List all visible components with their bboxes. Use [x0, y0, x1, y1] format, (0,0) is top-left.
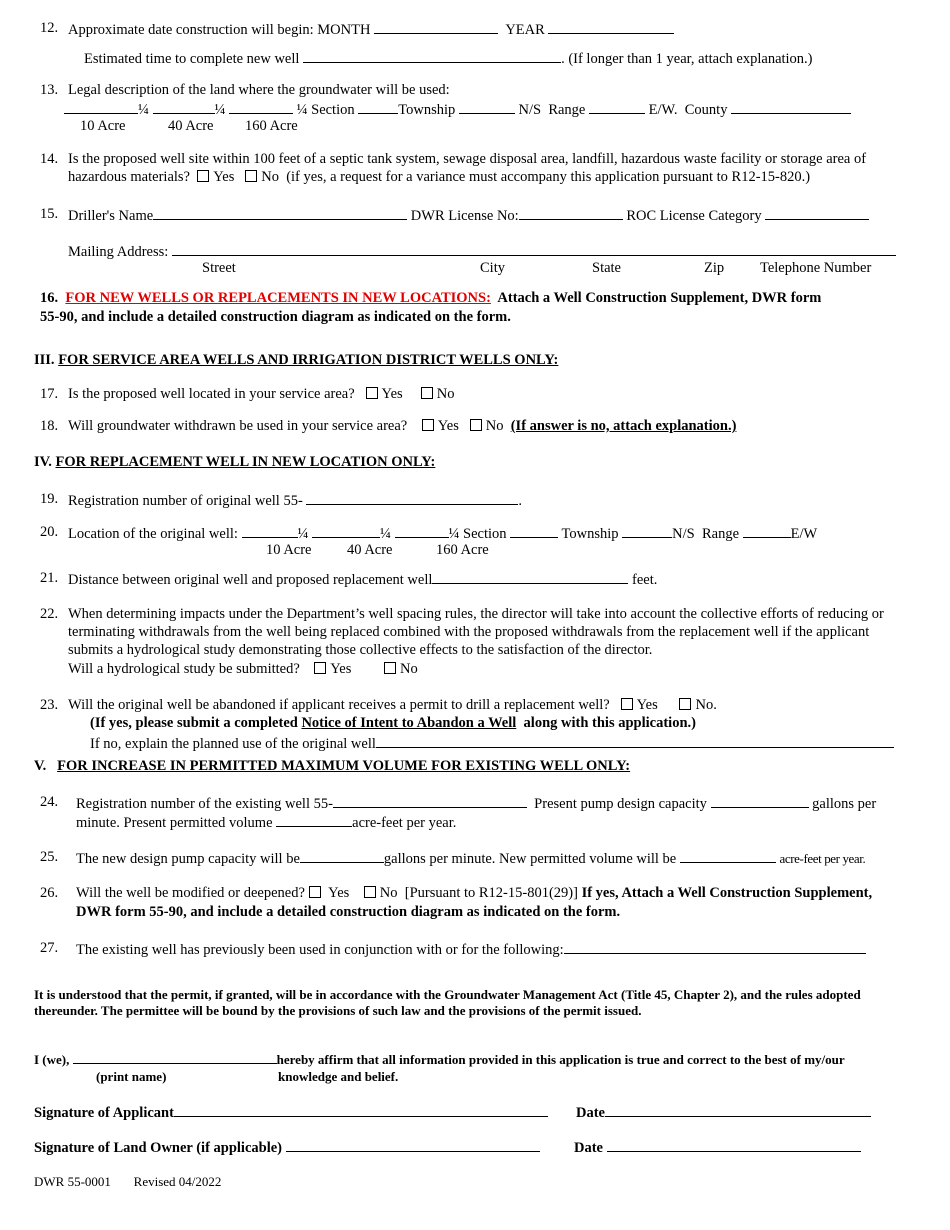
q27-line	[76, 940, 866, 959]
q14-question: hazardous materials?	[68, 169, 190, 185]
q15-driller-label: Driller's Name	[68, 208, 154, 224]
q23-no-checkbox[interactable]	[679, 698, 691, 710]
q26-rule-reference: [Pursuant to R12-15-801(29)]	[404, 885, 578, 901]
q25-capacity-field[interactable]	[300, 849, 384, 863]
q12-line1	[68, 20, 674, 39]
section-v-title: FOR INCREASE IN PERMITTED MAXIMUM VOLUME FOR EXISTING WELL ONLY:	[57, 758, 631, 774]
q13-quarter-symbol: ¼	[296, 102, 308, 118]
section-iv-title: FOR REPLACEMENT WELL IN NEW LOCATION ONLY:	[55, 454, 436, 470]
q13-quarter-symbol: ¼	[138, 102, 149, 118]
section-iii-header	[34, 352, 558, 369]
q14-no-label: No	[261, 169, 279, 185]
sig-applicant-label: Signature of Applicant	[34, 1105, 174, 1121]
q18-yes-label: Yes	[437, 418, 459, 434]
q22-line3: submits a hydrological study demonstrating those collective effects to the satisfaction of the director.	[68, 642, 653, 658]
q13-acre10-label: 10 Acre	[80, 118, 126, 134]
q12-estimate-note: . (If longer than 1 year, attach explanation.)	[561, 51, 813, 67]
q13-quarter10-field[interactable]	[64, 100, 138, 114]
q15-state-label: State	[592, 260, 621, 276]
q12-estimate-label: Estimated time to complete new well	[84, 51, 300, 67]
q22-yes-label: Yes	[330, 661, 352, 677]
q20-question: Location of the original well:	[68, 526, 238, 542]
q26-instruction: If yes, Attach a Well Construction Supplement,	[581, 885, 873, 901]
q22-line1: When determining impacts under the Department’s well spacing rules, the director will take into account the collective efforts of reducing or	[68, 606, 884, 622]
q25-volume-field[interactable]	[680, 849, 776, 863]
sig-date2-field[interactable]	[607, 1138, 861, 1152]
q13-acre40-label: 40 Acre	[168, 118, 214, 134]
q16-number: 16	[40, 290, 55, 306]
q23-line3	[90, 734, 894, 753]
q23-line1	[68, 697, 717, 714]
q23-yes-checkbox[interactable]	[621, 698, 633, 710]
q16-red-heading: FOR NEW WELLS OR REPLACEMENTS IN NEW LOCATIONS:	[65, 290, 491, 306]
q12-estimate-field[interactable]	[303, 49, 561, 63]
q14-yes-label: Yes	[213, 169, 235, 185]
q23-no-label: No.	[695, 697, 717, 713]
q15-phone-label: Telephone Number	[760, 260, 872, 276]
q20-township-field[interactable]	[622, 524, 672, 538]
q13-number: 13.	[40, 82, 59, 98]
q17-no-checkbox[interactable]	[421, 387, 433, 399]
q22-question: Will a hydrological study be submitted?	[68, 661, 300, 677]
q20-line	[68, 524, 817, 543]
q24-line2	[76, 813, 456, 832]
q18-no-checkbox[interactable]	[470, 419, 482, 431]
q14-variance-note: (if yes, a request for a variance must accompany this application pursuant to R12-15-820.)	[286, 169, 811, 185]
q15-number: 15.	[40, 206, 59, 222]
q20-number: 20.	[40, 524, 59, 540]
q23-instruction: (If yes, please submit a completed	[90, 715, 298, 731]
q24-line1	[76, 794, 876, 813]
q25-line	[76, 849, 865, 868]
q27-use-field[interactable]	[564, 940, 866, 954]
q18-yes-checkbox[interactable]	[422, 419, 434, 431]
q17-yes-checkbox[interactable]	[366, 387, 378, 399]
q24-volume-field[interactable]	[276, 813, 352, 827]
q20-acre40-label: 40 Acre	[347, 542, 393, 558]
q18-question: Will groundwater withdrawn be used in your service area?	[68, 418, 408, 434]
q21-distance-field[interactable]	[432, 570, 628, 584]
sig-date2-label: Date	[574, 1140, 603, 1156]
q21-question: Distance between original well and proposed replacement well	[68, 572, 433, 588]
q22-no-label: No	[400, 661, 418, 677]
q27-number: 27.	[40, 940, 59, 956]
q13-line1: Legal description of the land where the groundwater will be used:	[68, 82, 450, 98]
q14-line2	[68, 169, 810, 186]
q23-planned-use-label: If no, explain the planned use of the original well	[90, 736, 376, 752]
q26-number: 26.	[40, 885, 59, 901]
q14-no-checkbox[interactable]	[245, 170, 257, 182]
affirm-print-name-label: (print name)	[96, 1069, 167, 1084]
sig-owner-field[interactable]	[286, 1138, 540, 1152]
q15-street-label: Street	[202, 260, 236, 276]
footer-revised-date: Revised 04/2022	[133, 1174, 222, 1189]
q14-line1: Is the proposed well site within 100 feet of a septic tank system, sewage disposal area, landfill, hazardous waste facility or storage area of	[68, 151, 867, 167]
q18-number: 18.	[40, 418, 59, 434]
q13-county-field[interactable]	[731, 100, 851, 114]
q16-instruction: Attach a Well Construction Supplement, DWR form	[497, 290, 822, 306]
section-v-roman: V.	[34, 758, 47, 774]
q20-township-label: Township	[561, 526, 619, 542]
q18-no-label: No	[485, 418, 504, 434]
q13-line2	[64, 100, 851, 119]
section-v-header	[34, 758, 630, 775]
q26-line2: DWR form 55-90, and include a detailed construction diagram as indicated on the form.	[76, 904, 621, 920]
q15-zip-label: Zip	[704, 260, 725, 276]
q13-ns-label: N/S	[518, 102, 542, 118]
q19-registration-field[interactable]	[306, 491, 518, 505]
q15-dwr-label: DWR License No:	[410, 208, 519, 224]
q25-acrefeet-label: acre-feet per year.	[779, 851, 866, 866]
q26-question: Will the well be modified or deepened?	[76, 885, 305, 901]
affirm-name-field[interactable]	[73, 1050, 277, 1064]
q26-yes-label: Yes	[328, 885, 350, 901]
q20-range-label: Range	[702, 526, 740, 542]
q23-number: 23.	[40, 697, 59, 713]
q20-acre160-label: 160 Acre	[436, 542, 489, 558]
q12-month-label: Approximate date construction will begin: MONTH	[68, 22, 371, 38]
q15-driller-field[interactable]	[153, 206, 407, 220]
q22-yes-checkbox[interactable]	[314, 662, 326, 674]
affirm-statement: hereby affirm that all information provided in this application is true and correct to the best of my/our	[276, 1052, 845, 1067]
q22-no-checkbox[interactable]	[384, 662, 396, 674]
q25-volume-label: gallons per minute. New permitted volume will be	[383, 851, 677, 867]
q20-quarter160-field[interactable]	[395, 524, 449, 538]
q13-section-label: Section	[311, 102, 355, 118]
q14-number: 14.	[40, 151, 59, 167]
q13-township-label: Township	[398, 102, 456, 118]
q26-line1	[76, 885, 872, 902]
q17-yes-label: Yes	[381, 386, 403, 402]
q23-instruction-end: along with this application.)	[523, 715, 696, 731]
q15-mailing-label: Mailing Address:	[68, 244, 169, 260]
q13-township-field[interactable]	[459, 100, 515, 114]
q20-quarter-symbol: ¼	[297, 526, 309, 542]
sig-owner-line	[34, 1138, 540, 1157]
sig-date2-line	[574, 1138, 861, 1157]
q21-feet-label: feet.	[632, 572, 658, 588]
q20-ns-label: N/S	[672, 526, 695, 542]
sig-date-label: Date	[576, 1105, 605, 1121]
sig-date-field[interactable]	[605, 1102, 871, 1117]
q24-capacity-field[interactable]	[711, 794, 809, 808]
q20-quarter-symbol: ¼	[448, 526, 460, 542]
sig-date-line	[576, 1102, 871, 1122]
q20-quarter10-field[interactable]	[242, 524, 298, 538]
q25-number: 25.	[40, 849, 59, 865]
q12-month-field[interactable]	[374, 20, 498, 34]
q20-section-field[interactable]	[510, 524, 558, 538]
q13-ew-label: E/W.	[648, 102, 678, 118]
q14-yes-checkbox[interactable]	[197, 170, 209, 182]
q24-registration-field[interactable]	[333, 794, 527, 808]
q19-number: 19.	[40, 491, 59, 507]
q18-note: (If answer is no, attach explanation.)	[510, 418, 737, 434]
q24-volume-label: minute. Present permitted volume	[76, 815, 273, 831]
q16-line2: 55-90, and include a detailed construction diagram as indicated on the form.	[40, 309, 511, 325]
q16-line1: 16. FOR NEW WELLS OR REPLACEMENTS IN NEW LOCATIONS: Attach a Well Construction Supplement, DWR form	[40, 290, 822, 306]
q24-gallons-label: gallons per	[812, 796, 877, 812]
q15-roc-field[interactable]	[765, 206, 869, 220]
q22-line2: terminating withdrawals from the well being replaced combined with the proposed withdrawals from the replacement well if the applicant	[68, 624, 870, 640]
q17-line	[68, 386, 455, 403]
q15-mailing-line	[68, 242, 896, 261]
q12-year-label: YEAR	[505, 22, 545, 38]
q13-range-label: Range	[548, 102, 586, 118]
q24-registration-label: Registration number of the existing well 55-	[76, 796, 333, 812]
affirm-line2: knowledge and belief.	[278, 1069, 399, 1084]
footer-form-number: DWR 55-0001	[34, 1174, 111, 1189]
q27-question: The existing well has previously been used in conjunction with or for the following:	[76, 942, 564, 958]
q15-roc-label: ROC License Category	[626, 208, 762, 224]
section-iv-header	[34, 454, 435, 471]
q13-range-field[interactable]	[589, 100, 645, 114]
q19-line	[68, 491, 522, 510]
q23-yes-label: Yes	[636, 697, 658, 713]
section-iv-roman: IV.	[34, 454, 52, 470]
q20-ew-label: E/W	[790, 526, 818, 542]
q12-number: 12.	[40, 20, 59, 36]
affirm-iwe-label: I (we),	[34, 1052, 70, 1067]
q17-question: Is the proposed well located in your service area?	[68, 386, 355, 402]
q17-number: 17.	[40, 386, 59, 402]
sig-applicant-field[interactable]	[174, 1102, 548, 1117]
q20-acre10-label: 10 Acre	[266, 542, 312, 558]
statement-line2: thereunder. The permittee will be bound by the provisions of such law and the provisions of the permit issued.	[34, 1003, 642, 1018]
q13-quarter40-field[interactable]	[153, 100, 215, 114]
q19-period: .	[518, 493, 523, 509]
q23-question: Will the original well be abandoned if applicant receives a permit to drill a replacement well?	[68, 697, 610, 713]
q20-range-field[interactable]	[743, 524, 791, 538]
affirm-line1	[34, 1050, 845, 1068]
q25-capacity-label: The new design pump capacity will be	[76, 851, 300, 867]
q22-line4	[68, 661, 418, 678]
q13-quarter-symbol: ¼	[214, 102, 226, 118]
q13-section-field[interactable]	[358, 100, 398, 114]
q24-acrefeet-label: acre-feet per year.	[352, 815, 457, 831]
q19-question: Registration number of original well 55-	[68, 493, 303, 509]
section-iii-roman: III.	[34, 352, 55, 368]
sig-owner-label: Signature of Land Owner (if applicable)	[34, 1140, 283, 1156]
statement-line1: It is understood that the permit, if granted, will be in accordance with the Groundwater Management Act (Title 45, Chapter 2), and the rules adopted	[34, 987, 861, 1002]
q21-line	[68, 570, 657, 589]
q13-acre160-label: 160 Acre	[245, 118, 298, 134]
q20-section-label: Section	[463, 526, 507, 542]
q26-yes-checkbox[interactable]	[309, 886, 321, 898]
q21-number: 21.	[40, 570, 59, 586]
q12-line2	[84, 49, 813, 68]
q17-no-label: No	[436, 386, 455, 402]
q18-line	[68, 418, 736, 435]
q20-quarter-symbol: ¼	[380, 526, 391, 542]
q15-city-label: City	[480, 260, 505, 276]
q13-quarter160-field[interactable]	[229, 100, 293, 114]
q26-no-checkbox[interactable]	[364, 886, 376, 898]
q12-year-field[interactable]	[548, 20, 674, 34]
q15-mailing-field[interactable]	[172, 242, 896, 256]
q15-line1	[68, 206, 869, 225]
q15-dwr-field[interactable]	[519, 206, 623, 220]
q20-quarter40-field[interactable]	[312, 524, 380, 538]
q13-county-label: County	[684, 102, 728, 118]
q24-capacity-label: Present pump design capacity	[534, 796, 707, 812]
q23-planned-use-field[interactable]	[376, 734, 894, 748]
footer	[34, 1173, 221, 1190]
section-iii-title: FOR SERVICE AREA WELLS AND IRRIGATION DISTRICT WELLS ONLY:	[58, 352, 559, 368]
sig-applicant-line	[34, 1102, 548, 1122]
q23-line2	[90, 715, 696, 732]
q22-number: 22.	[40, 606, 59, 622]
q26-no-label: No	[379, 885, 398, 901]
q24-number: 24.	[40, 794, 59, 810]
q23-notice-link[interactable]: Notice of Intent to Abandon a Well	[301, 715, 517, 731]
